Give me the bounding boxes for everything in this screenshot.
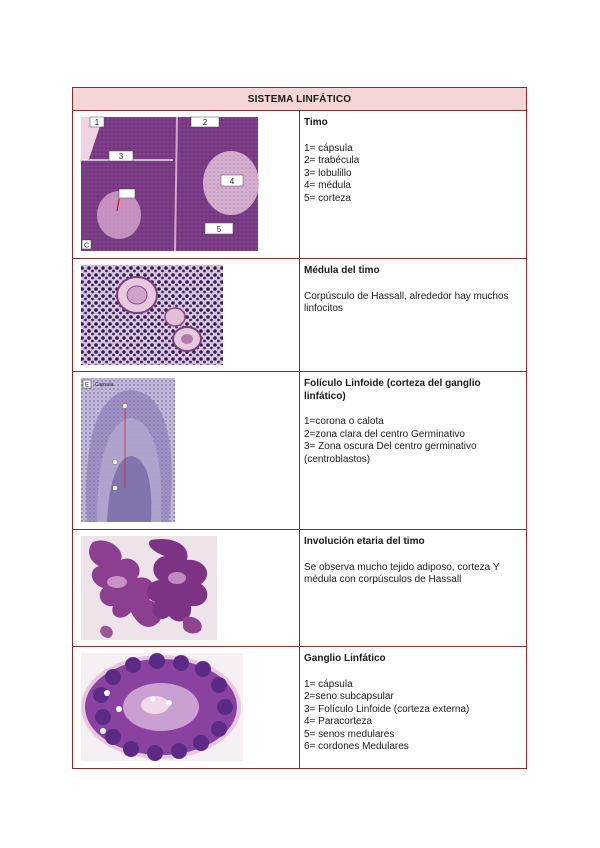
table-header: SISTEMA LINFÁTICO: [73, 88, 527, 111]
row-description: Se observa mucho tejido adiposo, corteza Y médula con corpúsculos de Hassall: [304, 561, 500, 585]
list-item: 4= médula: [304, 180, 351, 191]
table-row: [73, 111, 527, 259]
list-item: (centroblastos): [304, 453, 371, 465]
thymus-micrograph: [73, 111, 299, 257]
row-title: Médula del timo: [304, 265, 380, 276]
image-label: 3: [118, 152, 124, 161]
list-item: 5= senos medulares: [304, 728, 395, 740]
text-cell: [300, 111, 527, 259]
row-title: Ganglio Linfático: [304, 653, 386, 664]
row-title: Involución etaria del timo: [304, 536, 425, 547]
image-label: 2: [202, 118, 208, 127]
histology-table: [72, 87, 527, 769]
label-list: [304, 143, 522, 206]
image-label: E: [84, 382, 90, 389]
row-description: Corpúsculo de Hassall, alrededor hay muchos linfocitos: [304, 290, 509, 314]
image-label: 5: [216, 225, 222, 234]
lymph-node-micrograph: [73, 647, 299, 767]
image-label: 4: [229, 177, 235, 186]
label-list: [304, 416, 522, 466]
thymus-medulla-micrograph: [73, 259, 299, 370]
list-item: 1=corona o calota: [304, 416, 384, 427]
image-cell: [73, 372, 300, 530]
list-item: 3= Folículo Linfoide (corteza externa): [304, 703, 470, 715]
image-label: 1: [94, 118, 100, 127]
image-cell: [73, 647, 300, 769]
table-row: [73, 259, 527, 372]
list-item: 3= Zona oscura Del centro germinativo: [304, 441, 477, 452]
table-row: [73, 372, 527, 530]
list-item: 3= lobulillo: [304, 167, 352, 179]
list-item: 2= trabécula: [304, 155, 360, 166]
table-row: [73, 647, 527, 769]
text-cell: [300, 530, 527, 647]
text-cell: [300, 647, 527, 769]
text-cell: [300, 259, 527, 372]
list-item: 2=seno subcapsular: [304, 691, 394, 702]
list-item: 2=zona clara del centro Germinativo: [304, 428, 465, 440]
lymphoid-follicle-micrograph: [73, 372, 299, 528]
row-title: Folículo Linfoide (corteza del ganglio linfático): [304, 378, 481, 402]
list-item: 1= cápsula: [304, 142, 353, 154]
image-cell: [73, 259, 300, 372]
label-list: [304, 679, 522, 754]
image-label: C: [83, 242, 90, 250]
thymus-involution-micrograph: [73, 530, 299, 645]
table-row: [73, 530, 527, 647]
list-item: 5= corteza: [304, 192, 351, 204]
image-cell: [73, 530, 300, 647]
list-item: 1= cápsula: [304, 678, 353, 690]
text-cell: [300, 372, 527, 530]
image-cell: [73, 111, 300, 259]
list-item: 4= Paracorteza: [304, 716, 373, 727]
image-label: Capsula: [95, 382, 114, 388]
list-item: 6= cordones Medulares: [304, 741, 409, 752]
row-title: Timo: [304, 117, 328, 128]
